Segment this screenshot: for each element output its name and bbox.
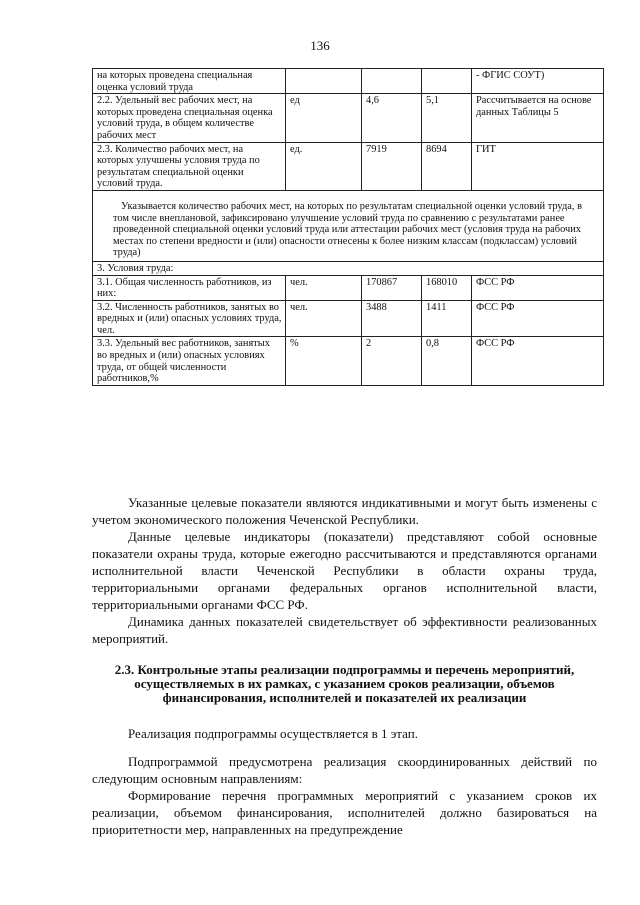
indicator-cell: 2.2. Удельный вес рабочих мест, на которых проведена специальная оценка условий труда, в общем количестве рабочих мест [93, 94, 286, 142]
value-2018-cell: 3488 [362, 300, 422, 337]
source-cell: - ФГИС СОУТ) [472, 69, 604, 94]
value-2019-cell: 0,8 [422, 337, 472, 385]
paragraphs-before-heading [92, 494, 597, 647]
value-2019-cell: 1411 [422, 300, 472, 337]
value-2018-cell: 7919 [362, 142, 422, 190]
indicator-cell: 3.1. Общая численность работников, из них: [93, 275, 286, 300]
source-cell: ФСС РФ [472, 300, 604, 337]
value-2019-cell: 8694 [422, 142, 472, 190]
value-2018-cell: 2 [362, 337, 422, 385]
indicators-table-body [93, 69, 604, 386]
paragraph: Реализация подпрограммы осуществляется в 1 этап. [128, 726, 418, 741]
paragraphs-after-heading [92, 725, 597, 838]
paragraph: Указанные целевые показатели являются индикативными и могут быть изменены с учетом экономического положения Чеченской Республики. [92, 495, 597, 527]
indicator-cell: 3.3. Удельный вес работников, занятых во вредных и (или) опасных условиях труда, от общей численности работников,% [93, 337, 286, 385]
indicator-cell: на которых проведена специальная оценка условий труда [93, 69, 286, 94]
unit-cell: ед. [286, 142, 362, 190]
source-cell: ФСС РФ [472, 275, 604, 300]
table-section-row [93, 261, 604, 275]
table-row [93, 142, 604, 190]
paragraph: Данные целевые индикаторы (показатели) представляют собой основные показатели охраны труда, которые ежегодно рассчитываются и представляются органами исполнительной власти Чеченской Республики в области охраны труда, территориальными органами федеральных органов исполнительной власти, территориальными органами ФСС РФ. [92, 529, 597, 612]
table-row [93, 275, 604, 300]
value-2018-cell: 170867 [362, 275, 422, 300]
source-cell: Рассчитывается на основе данных Таблицы 5 [472, 94, 604, 142]
unit-cell [286, 69, 362, 94]
section-heading: 2.3. Контрольные этапы реализации подпрограммы и перечень мероприятий, осуществляемых в их рамках, с указанием сроков реализации, объемов финансирования, исполнителей и показателей их реализации [114, 662, 575, 705]
table-row [93, 69, 604, 94]
table-row [93, 337, 604, 385]
unit-cell: % [286, 337, 362, 385]
indicator-cell: 2.3. Количество рабочих мест, на которых улучшены условия труда по результатам специальной оценки условий труда. [93, 142, 286, 190]
paragraph: Подпрограммой предусмотрена реализация скоординированных действий по следующим основным направлениям: [92, 754, 597, 786]
table-row [93, 94, 604, 142]
indicator-cell: 3.2. Численность работников, занятых во вредных и (или) опасных условиях труда, чел. [93, 300, 286, 337]
value-2019-cell [422, 69, 472, 94]
unit-cell: чел. [286, 275, 362, 300]
value-2018-cell [362, 69, 422, 94]
unit-cell: ед [286, 94, 362, 142]
paragraph: Динамика данных показателей свидетельствует об эффективности реализованных мероприятий. [92, 614, 597, 646]
source-cell: ГИТ [472, 142, 604, 190]
table-section-title: 3. Условия труда: [93, 261, 604, 275]
value-2019-cell: 5,1 [422, 94, 472, 142]
table-note: Указывается количество рабочих мест, на которых по результатам специальной оценки условий труда, в том числе внеплановой, зафиксировано улучшение условий труда по сравнению с результатами ранее проведенной специальной оценки условий труда или аттестации рабочих мест (условия труда на рабочих местах по степени вредности и (или) опасности отнесены к более низким классам (подклассам) условий труда) [93, 190, 604, 261]
table-note-row [93, 190, 604, 261]
value-2018-cell: 4,6 [362, 94, 422, 142]
indicators-table [92, 68, 604, 386]
source-cell: ФСС РФ [472, 337, 604, 385]
table-row [93, 300, 604, 337]
paragraph: Формирование перечня программных мероприятий с указанием сроков их реализации, объемом финансирования, исполнителей должно базироваться на приоритетности мер, направленных на предупреждение [92, 788, 597, 837]
unit-cell: чел. [286, 300, 362, 337]
page-number: 136 [310, 38, 330, 53]
value-2019-cell: 168010 [422, 275, 472, 300]
